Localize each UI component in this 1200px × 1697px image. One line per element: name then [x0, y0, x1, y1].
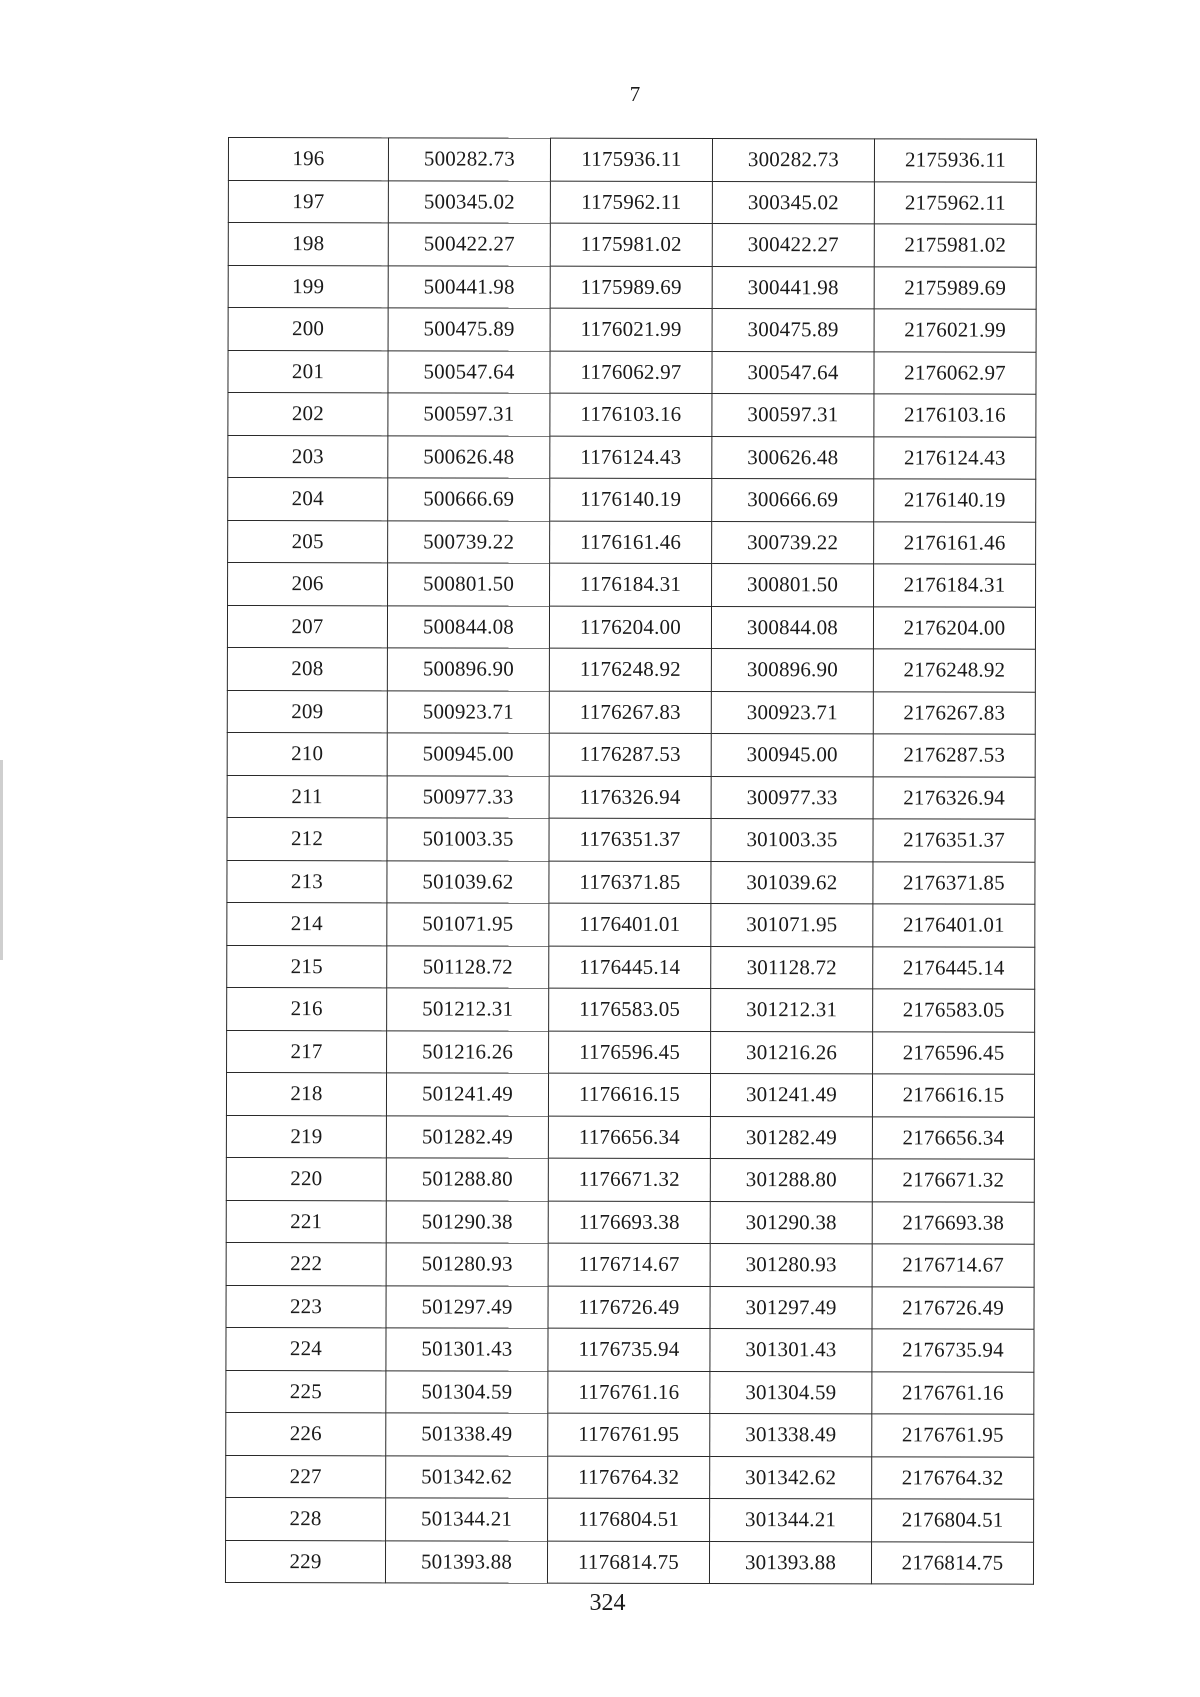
table-row: [227, 605, 1035, 649]
coordinates-table-wrapper: [225, 137, 1036, 1585]
table-row: [227, 775, 1035, 819]
table-row: [227, 732, 1035, 776]
y-coordinate-cell: 1176726.49: [548, 1286, 710, 1329]
table-row: [226, 1072, 1034, 1116]
x-alt-coordinate-cell: 301212.31: [711, 989, 873, 1032]
y-alt-coordinate-cell: 2176596.45: [873, 1031, 1035, 1074]
x-alt-coordinate-cell: 300801.50: [712, 564, 874, 607]
table-row: [226, 1455, 1034, 1499]
y-coordinate-cell: 1175962.11: [550, 181, 712, 224]
y-coordinate-cell: 1176401.01: [549, 903, 711, 946]
point-number-cell: 202: [228, 393, 388, 436]
point-number-cell: 209: [227, 690, 387, 733]
table-row: [228, 180, 1036, 224]
point-number-cell: 204: [228, 478, 388, 521]
y-coordinate-cell: 1176267.83: [549, 691, 711, 734]
x-alt-coordinate-cell: 301003.35: [711, 819, 873, 862]
y-alt-coordinate-cell: 2176445.14: [873, 946, 1035, 989]
y-alt-coordinate-cell: 2176616.15: [872, 1074, 1034, 1117]
y-coordinate-cell: 1176248.92: [549, 648, 711, 691]
y-coordinate-cell: 1175936.11: [550, 138, 712, 181]
x-coordinate-cell: 500844.08: [387, 605, 549, 648]
point-number-cell: 226: [226, 1412, 386, 1455]
x-coordinate-cell: 500977.33: [387, 775, 549, 818]
x-alt-coordinate-cell: 301128.72: [711, 946, 873, 989]
x-coordinate-cell: 500475.89: [388, 308, 550, 351]
x-alt-coordinate-cell: 300739.22: [712, 521, 874, 564]
x-alt-coordinate-cell: 301288.80: [710, 1159, 872, 1202]
x-alt-coordinate-cell: 300282.73: [712, 139, 874, 182]
table-row: [226, 1327, 1034, 1371]
point-number-cell: 210: [227, 732, 387, 775]
x-alt-coordinate-cell: 301216.26: [711, 1031, 873, 1074]
y-coordinate-cell: 1176021.99: [550, 308, 712, 351]
point-number-cell: 208: [227, 647, 387, 690]
table-row: [226, 1200, 1034, 1244]
x-alt-coordinate-cell: 300945.00: [711, 734, 873, 777]
point-number-cell: 218: [226, 1072, 386, 1115]
y-coordinate-cell: 1176714.67: [548, 1243, 710, 1286]
point-number-cell: 200: [228, 308, 388, 351]
x-coordinate-cell: 500282.73: [388, 138, 550, 181]
y-alt-coordinate-cell: 2176371.85: [873, 861, 1035, 904]
y-alt-coordinate-cell: 2176103.16: [874, 394, 1036, 437]
y-coordinate-cell: 1176764.32: [548, 1456, 710, 1499]
y-alt-coordinate-cell: 2176726.49: [872, 1286, 1034, 1329]
bottom-page-number: 324: [589, 1590, 626, 1616]
y-coordinate-cell: 1176204.00: [549, 606, 711, 649]
x-alt-coordinate-cell: 301301.43: [710, 1329, 872, 1372]
y-coordinate-cell: 1176814.75: [547, 1541, 709, 1584]
y-alt-coordinate-cell: 2176267.83: [873, 691, 1035, 734]
x-alt-coordinate-cell: 300666.69: [712, 479, 874, 522]
y-alt-coordinate-cell: 2176761.95: [872, 1414, 1034, 1457]
y-alt-coordinate-cell: 2176326.94: [873, 776, 1035, 819]
x-alt-coordinate-cell: 301393.88: [709, 1541, 871, 1584]
x-alt-coordinate-cell: 301071.95: [711, 904, 873, 947]
table-row: [227, 860, 1035, 904]
x-coordinate-cell: 501071.95: [387, 903, 549, 946]
x-alt-coordinate-cell: 300597.31: [712, 394, 874, 437]
x-alt-coordinate-cell: 300844.08: [711, 606, 873, 649]
x-coordinate-cell: 500923.71: [387, 690, 549, 733]
table-row: [228, 478, 1036, 522]
x-alt-coordinate-cell: 301280.93: [710, 1244, 872, 1287]
y-alt-coordinate-cell: 2176583.05: [873, 989, 1035, 1032]
x-coordinate-cell: 501282.49: [386, 1115, 548, 1158]
y-alt-coordinate-cell: 2176140.19: [874, 479, 1036, 522]
y-coordinate-cell: 1176140.19: [550, 478, 712, 521]
table-row: [228, 520, 1036, 564]
table-row: [227, 647, 1035, 691]
y-alt-coordinate-cell: 2176764.32: [872, 1456, 1034, 1499]
x-coordinate-cell: 500626.48: [388, 435, 550, 478]
y-coordinate-cell: 1176184.31: [550, 563, 712, 606]
x-coordinate-cell: 500801.50: [388, 563, 550, 606]
point-number-cell: 220: [226, 1157, 386, 1200]
y-coordinate-cell: 1176351.37: [549, 818, 711, 861]
x-alt-coordinate-cell: 300977.33: [711, 776, 873, 819]
table-row: [226, 1497, 1034, 1541]
table-row: [226, 1285, 1034, 1329]
x-coordinate-cell: 501301.43: [386, 1328, 548, 1371]
y-coordinate-cell: 1176371.85: [549, 861, 711, 904]
x-coordinate-cell: 500345.02: [388, 180, 550, 223]
table-row: [228, 138, 1036, 182]
x-coordinate-cell: 500666.69: [388, 478, 550, 521]
y-coordinate-cell: 1176693.38: [548, 1201, 710, 1244]
point-number-cell: 224: [226, 1327, 386, 1370]
table-row: [228, 308, 1036, 352]
y-alt-coordinate-cell: 2176287.53: [873, 734, 1035, 777]
x-coordinate-cell: 501288.80: [386, 1158, 548, 1201]
table-row: [227, 987, 1035, 1031]
x-coordinate-cell: 500441.98: [388, 265, 550, 308]
x-alt-coordinate-cell: 301241.49: [710, 1074, 872, 1117]
x-coordinate-cell: 501304.59: [386, 1370, 548, 1413]
x-coordinate-cell: 501039.62: [387, 860, 549, 903]
y-alt-coordinate-cell: 2176814.75: [871, 1541, 1033, 1584]
x-alt-coordinate-cell: 301338.49: [710, 1414, 872, 1457]
point-number-cell: 221: [226, 1200, 386, 1243]
y-alt-coordinate-cell: 2176204.00: [873, 606, 1035, 649]
table-row: [226, 1115, 1034, 1159]
x-coordinate-cell: 501290.38: [386, 1200, 548, 1243]
y-alt-coordinate-cell: 2176735.94: [872, 1329, 1034, 1372]
y-coordinate-cell: 1176161.46: [550, 521, 712, 564]
y-coordinate-cell: 1175989.69: [550, 266, 712, 309]
scan-margin-mark: [0, 760, 3, 960]
point-number-cell: 219: [226, 1115, 386, 1158]
y-coordinate-cell: 1176761.95: [548, 1413, 710, 1456]
point-number-cell: 197: [228, 180, 388, 223]
y-coordinate-cell: 1176062.97: [550, 351, 712, 394]
y-alt-coordinate-cell: 2176124.43: [874, 436, 1036, 479]
y-alt-coordinate-cell: 2176671.32: [872, 1159, 1034, 1202]
y-coordinate-cell: 1176124.43: [550, 436, 712, 479]
table-row: [227, 902, 1035, 946]
y-alt-coordinate-cell: 2176804.51: [872, 1499, 1034, 1542]
x-alt-coordinate-cell: 300896.90: [711, 649, 873, 692]
x-alt-coordinate-cell: 300923.71: [711, 691, 873, 734]
table-row: [227, 1030, 1035, 1074]
x-alt-coordinate-cell: 301290.38: [710, 1201, 872, 1244]
y-alt-coordinate-cell: 2175989.69: [874, 266, 1036, 309]
x-alt-coordinate-cell: 301297.49: [710, 1286, 872, 1329]
y-alt-coordinate-cell: 2176021.99: [874, 309, 1036, 352]
x-alt-coordinate-cell: 300441.98: [712, 266, 874, 309]
y-coordinate-cell: 1176103.16: [550, 393, 712, 436]
table-row: [228, 435, 1036, 479]
x-coordinate-cell: 501393.88: [385, 1540, 547, 1583]
table-row: [225, 1540, 1033, 1584]
table-row: [228, 350, 1036, 394]
point-number-cell: 228: [226, 1497, 386, 1540]
point-number-cell: 198: [228, 223, 388, 266]
table-row: [226, 1157, 1034, 1201]
table-row: [226, 1370, 1034, 1414]
y-coordinate-cell: 1175981.02: [550, 223, 712, 266]
coordinates-table-body: [225, 138, 1036, 1585]
y-coordinate-cell: 1176445.14: [549, 946, 711, 989]
x-coordinate-cell: 501216.26: [387, 1030, 549, 1073]
point-number-cell: 205: [228, 520, 388, 563]
y-alt-coordinate-cell: 2176693.38: [872, 1201, 1034, 1244]
point-number-cell: 213: [227, 860, 387, 903]
point-number-cell: 223: [226, 1285, 386, 1328]
y-coordinate-cell: 1176583.05: [549, 988, 711, 1031]
y-coordinate-cell: 1176804.51: [548, 1498, 710, 1541]
point-number-cell: 222: [226, 1242, 386, 1285]
y-alt-coordinate-cell: 2176714.67: [872, 1244, 1034, 1287]
y-alt-coordinate-cell: 2176351.37: [873, 819, 1035, 862]
y-coordinate-cell: 1176656.34: [548, 1116, 710, 1159]
point-number-cell: 207: [227, 605, 387, 648]
point-number-cell: 201: [228, 350, 388, 393]
table-row: [226, 1412, 1034, 1456]
point-number-cell: 212: [227, 817, 387, 860]
table-row: [228, 563, 1036, 607]
top-page-number: 7: [629, 82, 641, 106]
y-alt-coordinate-cell: 2176062.97: [874, 351, 1036, 394]
point-number-cell: 206: [228, 563, 388, 606]
x-alt-coordinate-cell: 300475.89: [712, 309, 874, 352]
y-alt-coordinate-cell: 2176401.01: [873, 904, 1035, 947]
y-alt-coordinate-cell: 2175981.02: [874, 224, 1036, 267]
x-coordinate-cell: 500422.27: [388, 223, 550, 266]
x-coordinate-cell: 501241.49: [386, 1073, 548, 1116]
y-coordinate-cell: 1176671.32: [548, 1158, 710, 1201]
point-number-cell: 216: [227, 987, 387, 1030]
x-coordinate-cell: 500597.31: [388, 393, 550, 436]
y-alt-coordinate-cell: 2176761.16: [872, 1371, 1034, 1414]
y-coordinate-cell: 1176616.15: [548, 1073, 710, 1116]
point-number-cell: 196: [228, 138, 388, 181]
x-coordinate-cell: 500739.22: [388, 520, 550, 563]
x-coordinate-cell: 501344.21: [386, 1498, 548, 1541]
table-row: [226, 1242, 1034, 1286]
x-coordinate-cell: 501128.72: [387, 945, 549, 988]
y-coordinate-cell: 1176596.45: [549, 1031, 711, 1074]
x-coordinate-cell: 501280.93: [386, 1243, 548, 1286]
x-alt-coordinate-cell: 301342.62: [710, 1456, 872, 1499]
x-alt-coordinate-cell: 300345.02: [712, 181, 874, 224]
point-number-cell: 227: [226, 1455, 386, 1498]
y-alt-coordinate-cell: 2176184.31: [874, 564, 1036, 607]
x-coordinate-cell: 501338.49: [386, 1413, 548, 1456]
y-coordinate-cell: 1176287.53: [549, 733, 711, 776]
y-alt-coordinate-cell: 2175936.11: [874, 139, 1036, 182]
y-alt-coordinate-cell: 2176161.46: [874, 521, 1036, 564]
x-coordinate-cell: 501212.31: [387, 988, 549, 1031]
x-alt-coordinate-cell: 301344.21: [710, 1499, 872, 1542]
point-number-cell: 229: [225, 1540, 385, 1583]
y-coordinate-cell: 1176761.16: [548, 1371, 710, 1414]
point-number-cell: 215: [227, 945, 387, 988]
x-alt-coordinate-cell: 301039.62: [711, 861, 873, 904]
y-alt-coordinate-cell: 2176248.92: [873, 649, 1035, 692]
point-number-cell: 225: [226, 1370, 386, 1413]
point-number-cell: 199: [228, 265, 388, 308]
x-coordinate-cell: 500896.90: [387, 648, 549, 691]
point-number-cell: 217: [227, 1030, 387, 1073]
y-alt-coordinate-cell: 2176656.34: [872, 1116, 1034, 1159]
table-row: [227, 690, 1035, 734]
x-coordinate-cell: 501342.62: [386, 1455, 548, 1498]
point-number-cell: 203: [228, 435, 388, 478]
table-row: [228, 223, 1036, 267]
x-alt-coordinate-cell: 300626.48: [712, 436, 874, 479]
y-coordinate-cell: 1176735.94: [548, 1328, 710, 1371]
x-coordinate-cell: 501003.35: [387, 818, 549, 861]
x-coordinate-cell: 501297.49: [386, 1285, 548, 1328]
x-coordinate-cell: 500547.64: [388, 350, 550, 393]
coordinates-table: [225, 137, 1037, 1585]
x-alt-coordinate-cell: 300547.64: [712, 351, 874, 394]
table-row: [227, 817, 1035, 861]
point-number-cell: 214: [227, 902, 387, 945]
y-coordinate-cell: 1176326.94: [549, 776, 711, 819]
x-alt-coordinate-cell: 300422.27: [712, 224, 874, 267]
table-row: [227, 945, 1035, 989]
table-row: [228, 393, 1036, 437]
x-coordinate-cell: 500945.00: [387, 733, 549, 776]
point-number-cell: 211: [227, 775, 387, 818]
y-alt-coordinate-cell: 2175962.11: [874, 181, 1036, 224]
x-alt-coordinate-cell: 301282.49: [710, 1116, 872, 1159]
x-alt-coordinate-cell: 301304.59: [710, 1371, 872, 1414]
table-row: [228, 265, 1036, 309]
